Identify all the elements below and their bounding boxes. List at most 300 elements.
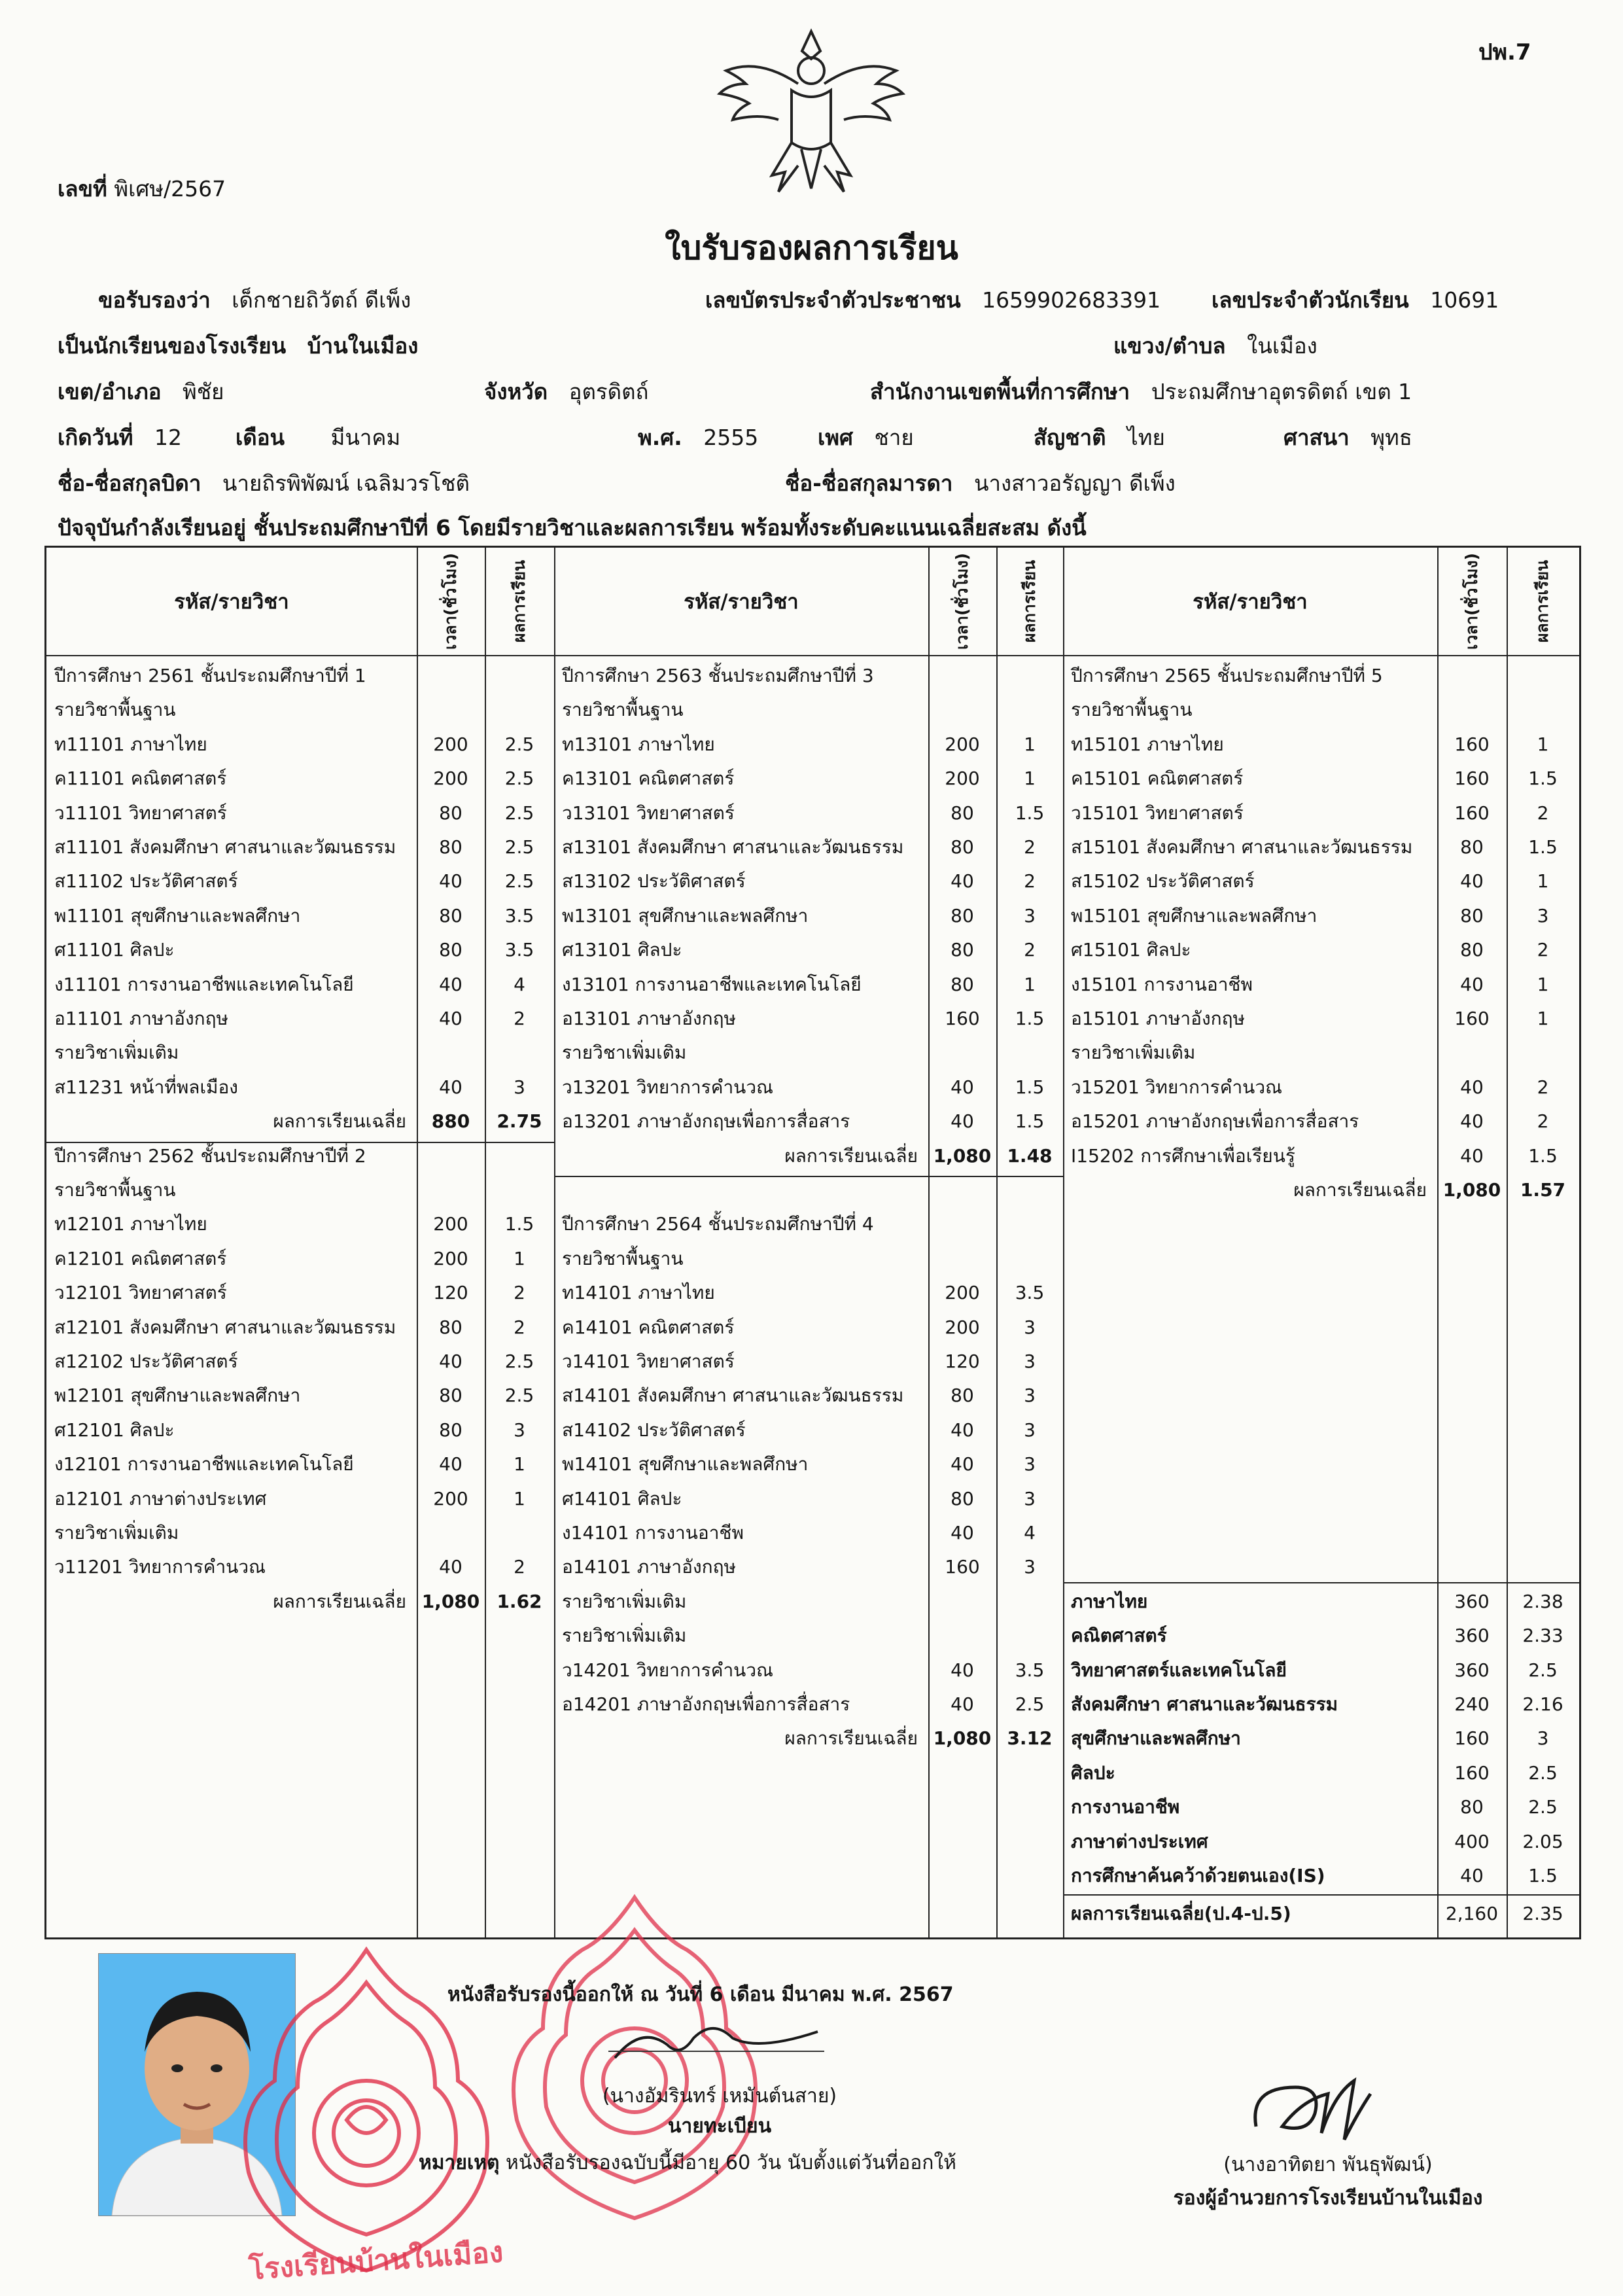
hours-cell <box>928 1585 996 1619</box>
summary-grade: 2.16 <box>1522 1693 1563 1715</box>
subject-cell: ค15101 คณิตศาสตร์ <box>1071 768 1244 790</box>
summary-subject: ภาษาต่างประเทศ <box>1071 1830 1208 1852</box>
hours-cell: 1,080 <box>933 1727 992 1750</box>
hours-cell <box>417 659 485 693</box>
grade-cell: 2.5 <box>504 768 534 790</box>
hours-cell <box>1437 693 1507 727</box>
hours-cell: 40 <box>439 973 462 995</box>
hours-cell: 200 <box>433 1247 468 1269</box>
subject-cell: อ14101 ภาษาอังกฤษ <box>562 1556 736 1578</box>
grade-cell: 2 <box>514 1282 525 1304</box>
subject-cell: ค12101 คณิตศาสตร์ <box>54 1247 227 1269</box>
grade-cell <box>996 1173 1063 1207</box>
info-father <box>58 466 470 501</box>
grade-cell: 2.5 <box>504 870 534 892</box>
subject-cell: ว12101 วิทยาศาสตร์ <box>54 1282 227 1304</box>
subject-cell: ศ11101 ศิลปะ <box>54 939 175 961</box>
subject-cell: ท14101 ภาษาไทย <box>562 1282 715 1304</box>
nationality-value: ไทย <box>1127 425 1165 450</box>
subject-cell: ส12101 สังคมศึกษา ศาสนาและวัฒนธรรม <box>54 1316 396 1338</box>
subject-cell: ง13101 การงานอาชีพและเทคโนโลยี <box>562 973 862 995</box>
hours-cell <box>928 1207 996 1241</box>
grade-cell: 3 <box>514 1419 525 1441</box>
row-divider <box>1063 1582 1579 1583</box>
doc-no-value: พิเศษ/2567 <box>114 176 226 202</box>
hours-cell: 200 <box>433 733 468 755</box>
grade-cell <box>1507 1036 1579 1070</box>
summary-subject: คณิตศาสตร์ <box>1071 1625 1167 1647</box>
info-province <box>484 374 649 409</box>
grade-cell: 3 <box>1024 1316 1036 1338</box>
grade-cell <box>996 1619 1063 1653</box>
info-birth-day <box>58 420 182 455</box>
hours-cell: 80 <box>439 904 462 927</box>
hours-cell <box>417 1036 485 1070</box>
subject-cell: รายวิชาพื้นฐาน <box>1071 699 1193 721</box>
subject-cell: อ15201 ภาษาอังกฤษเพื่อการสื่อสาร <box>1071 1110 1359 1133</box>
subject-cell: ว11201 วิทยาการคำนวณ <box>54 1556 266 1578</box>
grade-cell <box>485 693 554 727</box>
hours-cell: 1,080 <box>421 1590 480 1612</box>
subject-cell: อ15101 ภาษาอังกฤษ <box>1071 1008 1245 1029</box>
hours-cell <box>1437 659 1507 693</box>
header-grade-2: ผลการเรียน <box>1020 559 1039 643</box>
subject-cell <box>562 1173 918 1207</box>
summary-hours: 360 <box>1454 1590 1490 1612</box>
subject-cell: ง14101 การงานอาชีพ <box>562 1522 744 1544</box>
province-label: จังหวัด <box>484 379 548 404</box>
subject-cell: ศ12101 ศิลปะ <box>54 1419 175 1441</box>
subject-cell: ว14201 วิทยาการคำนวณ <box>562 1659 774 1681</box>
hours-cell: 880 <box>431 1110 470 1133</box>
hours-cell: 40 <box>951 1076 974 1098</box>
hours-cell: 40 <box>1460 870 1484 892</box>
hours-cell: 40 <box>951 1453 974 1475</box>
grade-cell: 1 <box>514 1247 525 1269</box>
summary-hours: 80 <box>1460 1796 1484 1818</box>
hours-cell: 80 <box>951 1487 974 1510</box>
hours-cell: 160 <box>945 1556 980 1578</box>
header-subject-3: รหัส/รายวิชา <box>1193 590 1308 614</box>
hours-cell: 200 <box>945 768 980 790</box>
religion-value: พุทธ <box>1370 425 1412 450</box>
hours-cell: 200 <box>433 1213 468 1235</box>
hours-cell: 160 <box>1454 802 1490 824</box>
religion-label: ศาสนา <box>1283 425 1350 450</box>
header-hours-2: เวลา(ชั่วโมง) <box>952 553 972 650</box>
hours-cell: 80 <box>439 802 462 824</box>
info-mother <box>785 466 1176 501</box>
grade-cell: 3 <box>514 1076 525 1098</box>
subject-cell: ท12101 ภาษาไทย <box>54 1213 207 1235</box>
grade-cell <box>485 1516 554 1550</box>
grade-cell: 3 <box>1024 1385 1036 1407</box>
birth-day-value: 12 <box>154 425 183 450</box>
hours-cell: 80 <box>1460 939 1484 961</box>
hours-cell: 80 <box>951 836 974 858</box>
page-title: ใบรับรองผลการเรียน <box>665 229 958 267</box>
district-label: เขต/อำเภอ <box>58 379 162 404</box>
grade-cell: 2 <box>1024 836 1036 858</box>
hours-cell: 40 <box>951 1419 974 1441</box>
hours-cell: 80 <box>439 1316 462 1338</box>
hours-cell: 40 <box>439 1556 462 1578</box>
subject-cell: ปีการศึกษา 2565 ชั้นประถมศึกษาปีที่ 5 <box>1071 665 1383 686</box>
summary-total-grade: 2.35 <box>1522 1903 1563 1925</box>
summary-subject: การศึกษาค้นคว้าด้วยตนเอง(IS) <box>1071 1865 1325 1886</box>
subject-cell: อ13101 ภาษาอังกฤษ <box>562 1008 736 1029</box>
grade-cell: 2.5 <box>504 733 534 755</box>
hours-cell: 80 <box>439 1385 462 1407</box>
grade-cell: 3.5 <box>1015 1282 1045 1304</box>
subdistrict-label: แขวง/ตำบล <box>1113 333 1226 359</box>
grade-cell: 1 <box>514 1487 525 1510</box>
info-subdistrict <box>1113 328 1318 363</box>
grade-cell: 2 <box>1537 802 1549 824</box>
subject-cell: ว15101 วิทยาศาสตร์ <box>1071 802 1244 824</box>
summary-hours: 360 <box>1454 1659 1490 1681</box>
grade-cell: 3 <box>1024 1487 1036 1510</box>
summary-grade: 2.33 <box>1522 1625 1563 1647</box>
grade-cell: 3 <box>1024 1351 1036 1372</box>
garuda-emblem <box>713 18 909 215</box>
hours-cell: 80 <box>1460 904 1484 927</box>
student-name: เด็กชายถิวัตถ์ ดีเพ็ง <box>232 287 411 313</box>
subject-cell: ส15102 ประวัติศาสตร์ <box>1071 870 1255 892</box>
subject-cell: พ15101 สุขศึกษาและพลศึกษา <box>1071 904 1318 927</box>
grade-cell <box>996 659 1063 693</box>
hours-cell: 80 <box>1460 836 1484 858</box>
certify-label: ขอรับรองว่า <box>98 287 211 313</box>
summary-total-label: ผลการเรียนเฉลี่ย(ป.4-ป.5) <box>1071 1903 1291 1925</box>
grade-cell: 1 <box>1537 1008 1549 1029</box>
subject-cell: ส13102 ประวัติศาสตร์ <box>562 870 746 892</box>
grade-cell: 1 <box>1024 733 1036 755</box>
summary-hours: 40 <box>1460 1865 1484 1886</box>
hours-cell: 200 <box>945 733 980 755</box>
hours-cell <box>928 659 996 693</box>
subject-cell: รายวิชาพื้นฐาน <box>562 699 684 721</box>
subject-cell: ศ15101 ศิลปะ <box>1071 939 1191 961</box>
grade-cell <box>996 1036 1063 1070</box>
subject-cell: ว15201 วิทยาการคำนวณ <box>1071 1076 1283 1098</box>
hours-cell: 160 <box>945 1008 980 1029</box>
subject-cell: ส12102 ประวัติศาสตร์ <box>54 1351 238 1372</box>
hours-cell: 200 <box>433 768 468 790</box>
grade-cell: 3.12 <box>1007 1727 1053 1750</box>
summary-text: ปัจจุบันกำลังเรียนอยู่ ชั้นประถมศึกษาปีที่ 6 โดยมีรายวิชาและผลการเรียน พร้อมทั้งระดับคะแนนเฉลี่ยสะสม ดังนี้ <box>58 515 1087 540</box>
summary-subject: สุขศึกษาและพลศึกษา <box>1071 1727 1241 1750</box>
summary-grade: 2.5 <box>1528 1796 1558 1818</box>
hours-cell: 200 <box>433 1487 468 1510</box>
grade-cell: 3 <box>1537 904 1549 927</box>
grade-cell: 2 <box>514 1008 525 1029</box>
header-subject-1: รหัส/รายวิชา <box>174 590 289 614</box>
hours-cell <box>417 693 485 727</box>
grade-cell: 4 <box>514 973 525 995</box>
grade-cell <box>996 1242 1063 1276</box>
subject-cell: รายวิชาพื้นฐาน <box>54 1179 176 1201</box>
document-code: ปพ.7 <box>1478 39 1531 65</box>
grade-cell: 2.5 <box>504 802 534 824</box>
subject-cell: ปีการศึกษา 2562 ชั้นประถมศึกษาปีที่ 2 <box>54 1144 366 1167</box>
summary-grade: 2.38 <box>1522 1590 1563 1612</box>
hours-cell: 200 <box>945 1282 980 1304</box>
school-value: บ้านในเมือง <box>307 333 419 359</box>
subject-cell: ศ13101 ศิลปะ <box>562 939 682 961</box>
header-subject-2: รหัส/รายวิชา <box>684 590 799 614</box>
subdistrict-value: ในเมือง <box>1247 333 1318 359</box>
hours-cell: 80 <box>951 802 974 824</box>
info-certify <box>98 283 411 317</box>
registrar-title: นายทะเบียน <box>667 2115 772 2138</box>
summary-grade: 1.5 <box>1528 1865 1558 1886</box>
grade-cell <box>1507 659 1579 693</box>
info-school <box>58 328 418 363</box>
hours-cell: 160 <box>1454 768 1490 790</box>
grades-table <box>44 546 1581 1939</box>
subject-cell: ส13101 สังคมศึกษา ศาสนาและวัฒนธรรม <box>562 836 904 858</box>
hours-cell: 80 <box>439 1419 462 1441</box>
summary-grade: 2.5 <box>1528 1659 1558 1681</box>
grade-cell: 3 <box>1024 1453 1036 1475</box>
info-student-id <box>1212 283 1499 317</box>
grade-cell: 1.5 <box>1015 1008 1045 1029</box>
hours-cell: 40 <box>1460 1144 1484 1167</box>
subject-cell: รายวิชาเพิ่มเติม <box>54 1522 179 1544</box>
subject-cell: อ12101 ภาษาต่างประเทศ <box>54 1487 267 1510</box>
sex-value: ชาย <box>874 425 914 450</box>
note-label: หมายเหตุ <box>419 2151 500 2174</box>
avg-label: ผลการเรียนเฉลี่ย <box>784 1727 918 1750</box>
area-label: สำนักงานเขตพื้นที่การศึกษา <box>870 379 1130 404</box>
subject-cell: ส15101 สังคมศึกษา ศาสนาและวัฒนธรรม <box>1071 836 1413 858</box>
grade-cell <box>485 1139 554 1173</box>
subject-cell: ง12101 การงานอาชีพและเทคโนโลยี <box>54 1453 354 1475</box>
subject-cell: ว11101 วิทยาศาสตร์ <box>54 802 227 824</box>
grade-cell: 1 <box>1024 973 1036 995</box>
birth-month-label: เดือน <box>236 425 285 450</box>
hours-cell: 120 <box>945 1351 980 1372</box>
avg-label: ผลการเรียนเฉลี่ย <box>273 1110 406 1133</box>
subject-cell: รายวิชาเพิ่มเติม <box>1071 1042 1196 1064</box>
grade-cell: 1 <box>1537 733 1549 755</box>
info-sex <box>818 420 914 455</box>
grade-cell: 2 <box>1024 939 1036 961</box>
summary-total-hours: 2,160 <box>1445 1903 1499 1925</box>
grade-cell: 2 <box>1024 870 1036 892</box>
grade-cell: 1.57 <box>1520 1179 1566 1201</box>
nationality-label: สัญชาติ <box>1034 425 1106 450</box>
summary-grade: 2.05 <box>1522 1830 1563 1852</box>
subject-cell: ง15101 การงานอาชีพ <box>1071 973 1253 995</box>
grade-cell: 3.5 <box>1015 1659 1045 1681</box>
hours-cell: 120 <box>433 1282 468 1304</box>
hours-cell: 40 <box>1460 1076 1484 1098</box>
hours-cell: 40 <box>1460 1110 1484 1133</box>
hours-cell: 40 <box>951 1522 974 1544</box>
subject-cell: ศ14101 ศิลปะ <box>562 1487 682 1510</box>
header-hours-3: เวลา(ชั่วโมง) <box>1462 553 1482 650</box>
subject-cell: ว13201 วิทยาการคำนวณ <box>562 1076 774 1098</box>
summary-hours: 240 <box>1454 1693 1490 1715</box>
info-religion <box>1283 420 1412 455</box>
subject-cell: ค11101 คณิตศาสตร์ <box>54 768 227 790</box>
subject-cell: อ14201 ภาษาอังกฤษเพื่อการสื่อสาร <box>562 1693 850 1715</box>
grade-cell <box>485 659 554 693</box>
doc-no-label: เลขที่ <box>58 176 107 202</box>
hours-cell: 40 <box>1460 973 1484 995</box>
grade-cell: 1.48 <box>1007 1144 1053 1167</box>
grade-cell: 3 <box>1024 1556 1036 1578</box>
issued-date: หนังสือรับรองนี้ออกให้ ณ วันที่ 6 เดือน มีนาคม พ.ศ. 2567 <box>447 1983 954 2006</box>
hours-cell: 40 <box>439 1076 462 1098</box>
info-id-card <box>705 283 1161 317</box>
summary-hours: 160 <box>1454 1761 1490 1784</box>
hours-cell: 80 <box>439 836 462 858</box>
registrar-signature <box>608 2019 824 2071</box>
grade-cell: 1.5 <box>1015 1076 1045 1098</box>
grade-cell: 2 <box>1537 1110 1549 1133</box>
subject-cell: ส14101 สังคมศึกษา ศาสนาและวัฒนธรรม <box>562 1385 904 1407</box>
grade-cell: 2.5 <box>504 1351 534 1372</box>
summary-subject: การงานอาชีพ <box>1071 1796 1180 1818</box>
grade-cell: 1.62 <box>497 1590 542 1612</box>
hours-cell <box>1437 1036 1507 1070</box>
hours-cell: 1,080 <box>1442 1179 1501 1201</box>
hours-cell <box>928 1619 996 1653</box>
hours-cell: 80 <box>439 939 462 961</box>
hours-cell: 80 <box>951 1385 974 1407</box>
summary-subject: วิทยาศาสตร์และเทคโนโลยี <box>1071 1659 1287 1681</box>
grade-cell: 2 <box>1537 1076 1549 1098</box>
grade-cell <box>996 693 1063 727</box>
grade-cell: 1.5 <box>1015 1110 1045 1133</box>
grade-cell: 3 <box>1024 1419 1036 1441</box>
subject-cell: รายวิชาพื้นฐาน <box>562 1247 684 1269</box>
info-birth-year <box>638 420 758 455</box>
subject-cell: I15202 การศึกษาเพื่อเรียนรู้ <box>1071 1144 1295 1167</box>
hours-cell: 40 <box>439 1453 462 1475</box>
info-district <box>58 374 224 409</box>
grade-cell: 4 <box>1024 1522 1036 1544</box>
birth-day-label: เกิดวันที่ <box>58 425 133 450</box>
summary-subject: ศิลปะ <box>1071 1761 1115 1784</box>
hours-cell <box>417 1139 485 1173</box>
grade-cell <box>996 1207 1063 1241</box>
subject-cell: พ12101 สุขศึกษาและพลศึกษา <box>54 1385 301 1407</box>
hours-cell: 160 <box>1454 1008 1490 1029</box>
grade-cell: 2.75 <box>497 1110 542 1133</box>
note-text: หนังสือรับรองฉบับนี้มีอายุ 60 วัน นับตั้งแต่วันที่ออกให้ <box>506 2151 956 2174</box>
hours-cell: 80 <box>951 939 974 961</box>
subject-cell: ส14102 ประวัติศาสตร์ <box>562 1419 746 1441</box>
hours-cell: 40 <box>439 1008 462 1029</box>
grade-cell: 2.5 <box>504 1385 534 1407</box>
hours-cell: 40 <box>951 870 974 892</box>
hours-cell: 80 <box>951 973 974 995</box>
grade-cell: 1.5 <box>1528 768 1558 790</box>
grade-cell <box>996 1585 1063 1619</box>
seal-text: โรงเรียนบ้านในเมือง <box>247 2235 504 2287</box>
birth-month-value: มีนาคม <box>330 425 401 450</box>
hours-cell: 200 <box>945 1316 980 1338</box>
subject-cell: พ13101 สุขศึกษาและพลศึกษา <box>562 904 809 927</box>
father-value: นายถิรพิพัฒน์ เฉลิมวรโชติ <box>222 470 470 496</box>
avg-label: ผลการเรียนเฉลี่ย <box>273 1590 406 1612</box>
header-grade-3: ผลการเรียน <box>1533 559 1552 643</box>
grade-cell <box>485 1036 554 1070</box>
grade-cell: 1.5 <box>504 1213 534 1235</box>
grade-cell: 1.5 <box>1015 802 1045 824</box>
subject-cell: ท15101 ภาษาไทย <box>1071 733 1224 755</box>
subject-cell: พ14101 สุขศึกษาและพลศึกษา <box>562 1453 809 1475</box>
header-hours-1: เวลา(ชั่วโมง) <box>441 553 461 650</box>
summary-hours: 160 <box>1454 1727 1490 1750</box>
grade-cell: 1 <box>1537 973 1549 995</box>
summary-subject: สังคมศึกษา ศาสนาและวัฒนธรรม <box>1071 1693 1338 1715</box>
subject-cell: ส11231 หน้าที่พลเมือง <box>54 1076 238 1098</box>
subject-cell: ค13101 คณิตศาสตร์ <box>562 768 735 790</box>
grade-cell <box>1507 693 1579 727</box>
subject-cell: อ13201 ภาษาอังกฤษเพื่อการสื่อสาร <box>562 1110 850 1133</box>
hours-cell <box>928 1036 996 1070</box>
school-label: เป็นนักเรียนของโรงเรียน <box>58 333 287 359</box>
subject-cell: ปีการศึกษา 2564 ชั้นประถมศึกษาปีที่ 4 <box>562 1213 874 1235</box>
district-value: พิชัย <box>183 379 224 404</box>
hours-cell: 40 <box>439 870 462 892</box>
avg-label: ผลการเรียนเฉลี่ย <box>1293 1179 1427 1201</box>
grade-cell: 3 <box>1024 904 1036 927</box>
summary-hours: 360 <box>1454 1625 1490 1647</box>
hours-cell <box>928 693 996 727</box>
subject-cell: ง11101 การงานอาชีพและเทคโนโลยี <box>54 973 354 995</box>
director-title: รองผู้อำนวยการโรงเรียนบ้านในเมือง <box>1173 2187 1483 2210</box>
registrar-name: (นางอัมรินทร์ เหมันต์นสาย) <box>602 2085 837 2108</box>
grade-cell: 2 <box>514 1556 525 1578</box>
grade-cell: 1 <box>1024 768 1036 790</box>
document-number <box>58 171 226 206</box>
summary-grade: 3 <box>1537 1727 1549 1750</box>
header-grade-1: ผลการเรียน <box>510 559 529 643</box>
subject-cell: รายวิชาเพิ่มเติม <box>562 1042 687 1064</box>
subject-cell: อ11101 ภาษาอังกฤษ <box>54 1008 228 1029</box>
hours-cell: 80 <box>951 904 974 927</box>
subject-cell: รายวิชาเพิ่มเติม <box>562 1590 687 1612</box>
subject-cell: ปีการศึกษา 2563 ชั้นประถมศึกษาปีที่ 3 <box>562 665 874 686</box>
grade-cell: 2 <box>1537 939 1549 961</box>
subject-cell: ว14101 วิทยาศาสตร์ <box>562 1351 735 1372</box>
grade-cell: 1.5 <box>1528 1144 1558 1167</box>
avg-label: ผลการเรียนเฉลี่ย <box>784 1144 918 1167</box>
info-birth-month <box>236 420 400 455</box>
hours-cell <box>928 1173 996 1207</box>
row-divider <box>1063 1894 1579 1896</box>
area-value: ประถมศึกษาอุตรดิตถ์ เขต 1 <box>1151 379 1412 404</box>
director-name: (นางอาทิตยา พันธุพัฒน์) <box>1223 2153 1433 2176</box>
subject-cell: ค14101 คณิตศาสตร์ <box>562 1316 735 1338</box>
subject-cell: ปีการศึกษา 2561 ชั้นประถมศึกษาปีที่ 1 <box>54 665 366 686</box>
subject-cell: พ11101 สุขศึกษาและพลศึกษา <box>54 904 301 927</box>
subject-cell: ท13101 ภาษาไทย <box>562 733 715 755</box>
father-label: ชื่อ-ชื่อสกุลบิดา <box>58 470 201 496</box>
director-signature <box>1243 2068 1413 2146</box>
subject-cell: รายวิชาเพิ่มเติม <box>562 1625 687 1647</box>
note <box>419 2147 956 2178</box>
grade-cell: 2.5 <box>504 836 534 858</box>
hours-cell: 40 <box>439 1351 462 1372</box>
subject-cell: ส11102 ประวัติศาสตร์ <box>54 870 238 892</box>
